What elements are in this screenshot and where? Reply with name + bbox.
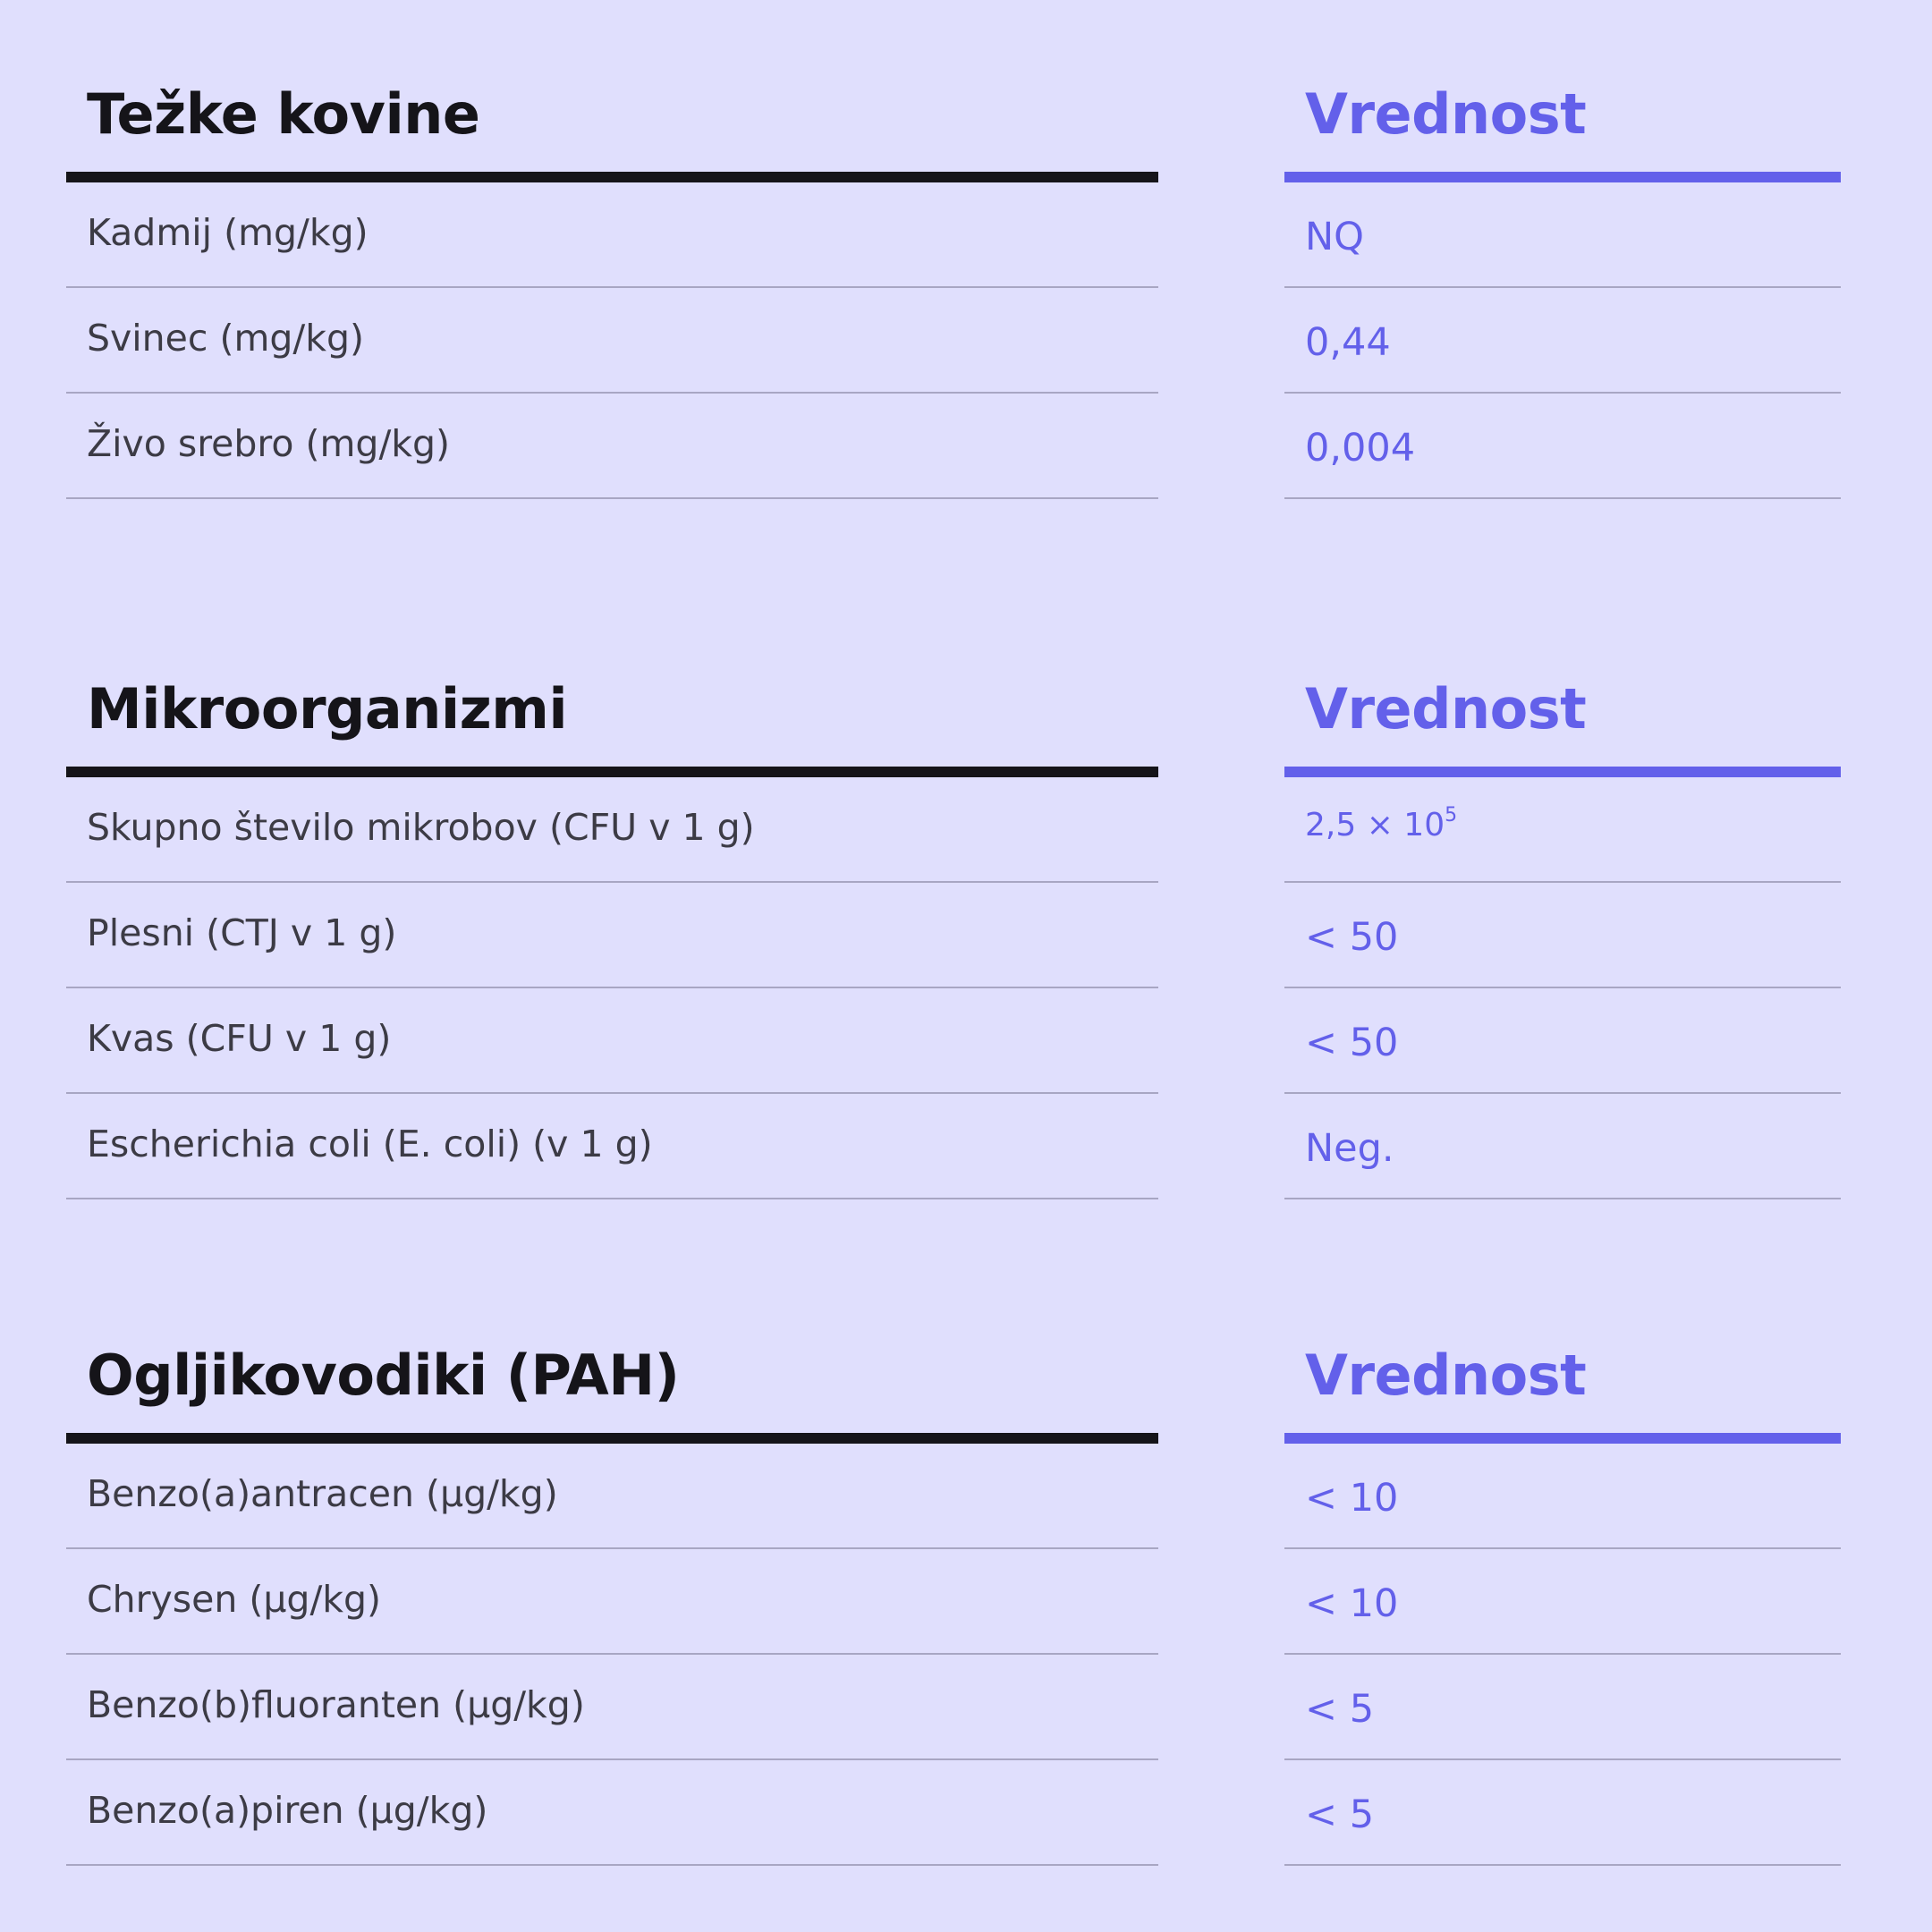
parameter-value: Neg. [1305, 1126, 1394, 1171]
table-row [1284, 394, 1841, 499]
parameter-label: Benzo(a)antracen (µg/kg) [87, 1472, 558, 1515]
parameter-label: Svinec (mg/kg) [87, 317, 365, 360]
heavy-metals-value-rule [1284, 172, 1841, 182]
table-row [66, 1444, 1158, 1549]
parameter-value: < 5 [1305, 1792, 1375, 1837]
microorganisms-title: Mikroorganizmi [87, 676, 568, 741]
table-row [1284, 1444, 1841, 1549]
heavy-metals-header-rule [66, 172, 1158, 182]
parameter-label: Benzo(b)fluoranten (µg/kg) [87, 1683, 585, 1726]
table-row [1284, 1760, 1841, 1866]
table-row [1284, 1094, 1841, 1199]
parameter-label: Escherichia coli (E. coli) (v 1 g) [87, 1123, 653, 1165]
value-exponent: 5 [1445, 804, 1458, 826]
pah-value-column [1284, 1324, 1841, 1866]
parameter-value: < 5 [1305, 1687, 1375, 1732]
heavy-metals-title: Težke kovine [87, 81, 480, 147]
table-row [1284, 988, 1841, 1094]
table-row [1284, 1549, 1841, 1655]
table-row [66, 182, 1158, 288]
table-row [1284, 288, 1841, 394]
table-row [66, 288, 1158, 394]
heavy-metals-parameter-column [66, 63, 1158, 499]
table-row [66, 1549, 1158, 1655]
microorganisms-value-rule [1284, 767, 1841, 777]
parameter-label: Benzo(a)piren (µg/kg) [87, 1789, 488, 1832]
microorganisms-value-header [1284, 657, 1841, 767]
table-row [1284, 1655, 1841, 1760]
pah-value-header [1284, 1324, 1841, 1433]
microorganisms-header [66, 657, 1158, 767]
parameter-label: Živo srebro (mg/kg) [87, 422, 451, 465]
pah-value-rule [1284, 1433, 1841, 1444]
pah-header [66, 1324, 1158, 1433]
table-row [66, 777, 1158, 883]
pah-title: Ogljikovodiki (PAH) [87, 1343, 680, 1408]
parameter-value: 0,44 [1305, 320, 1391, 365]
table-row [1284, 777, 1841, 883]
heavy-metals-value-column [1284, 63, 1841, 499]
parameter-value: < 10 [1305, 1476, 1399, 1521]
parameter-label: Skupno število mikrobov (CFU v 1 g) [87, 806, 755, 849]
value-header: Vrednost [1305, 81, 1587, 147]
parameter-value [1305, 804, 1457, 843]
value-header: Vrednost [1305, 1343, 1587, 1408]
table-row [1284, 883, 1841, 988]
table-row [66, 1094, 1158, 1199]
microorganisms-parameter-column [66, 657, 1158, 1199]
parameter-label: Chrysen (µg/kg) [87, 1578, 382, 1621]
heavy-metals-value-header [1284, 63, 1841, 172]
microorganisms-header-rule [66, 767, 1158, 777]
parameter-value: < 50 [1305, 1021, 1399, 1065]
parameter-value: < 10 [1305, 1581, 1399, 1626]
value-header: Vrednost [1305, 676, 1587, 741]
value-mantissa: 2,5 × 10 [1305, 807, 1445, 843]
pah-header-rule [66, 1433, 1158, 1444]
parameter-label: Kadmij (mg/kg) [87, 211, 369, 254]
table-row [1284, 182, 1841, 288]
parameter-value: < 50 [1305, 915, 1399, 960]
table-row [66, 394, 1158, 499]
table-row [66, 883, 1158, 988]
table-row [66, 1760, 1158, 1866]
parameter-value: 0,004 [1305, 426, 1416, 470]
table-row [66, 988, 1158, 1094]
microorganisms-value-column [1284, 657, 1841, 1199]
table-row [66, 1655, 1158, 1760]
parameter-label: Kvas (CFU v 1 g) [87, 1017, 392, 1060]
parameter-label: Plesni (CTJ v 1 g) [87, 911, 397, 954]
parameter-value: NQ [1305, 215, 1365, 259]
pah-parameter-column [66, 1324, 1158, 1866]
heavy-metals-header [66, 63, 1158, 172]
